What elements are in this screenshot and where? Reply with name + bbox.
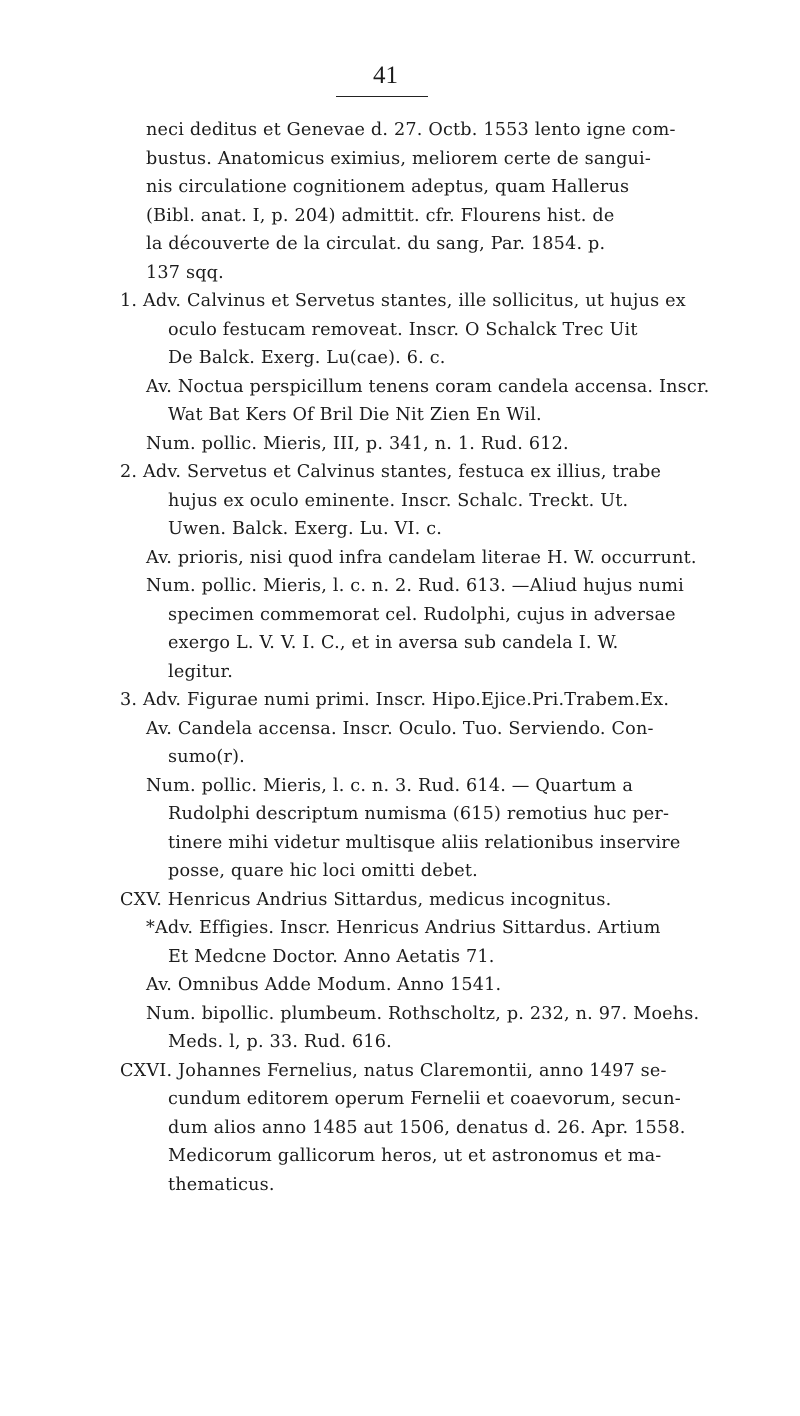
text-line: nis circulatione cognitionem adeptus, quam Hallerus — [146, 177, 630, 197]
text-line: 137 sqq. — [146, 262, 224, 283]
text-line: Av. Candela accensa. Inscr. Oculo. Tuo. Serviendo. Con- — [146, 718, 654, 739]
text-line: 2. Adv. Servetus et Calvinus stantes, festuca ex illius, trabe — [120, 462, 662, 482]
text-line: sumo(r). — [168, 747, 245, 767]
text-line: exergo L. V. V. I. C., et in aversa sub candela I. W. — [168, 633, 619, 653]
text-line: De Balck. Exerg. Lu(cae). 6. c. — [168, 348, 446, 368]
page-number-rule — [336, 96, 428, 97]
text-line: CXV. Henricus Andrius Sittardus, medicus incognitus. — [120, 889, 612, 910]
text-line: posse, quare hic loci omitti debet. — [168, 861, 478, 881]
text-line: dum alios anno 1485 aut 1506, denatus d. 26. Apr. 1558. — [168, 1117, 686, 1138]
text-line: (Bibl. anat. I, p. 204) admittit. cfr. Flourens hist. de — [146, 205, 615, 226]
text-line: CXVI. Johannes Fernelius, natus Claremontii, anno 1497 se- — [120, 1060, 667, 1081]
text-line: Meds. l, p. 33. Rud. 616. — [168, 1032, 392, 1052]
text-line: bustus. Anatomicus eximius, meliorem certe de sangui- — [146, 148, 652, 169]
text-line: tinere mihi videtur multisque aliis relationibus inservire — [168, 832, 681, 853]
text-line: 3. Adv. Figurae numi primi. Inscr. Hipo.Ejice.Pri.Trabem.Ex. — [120, 690, 670, 710]
text-line: Num. bipollic. plumbeum. Rothscholtz, p. 232, n. 97. Moehs. — [146, 1003, 700, 1024]
text-line: 1. Adv. Calvinus et Servetus stantes, ille sollicitus, ut hujus ex — [120, 291, 686, 311]
text-line: Uwen. Balck. Exerg. Lu. VI. c. — [168, 519, 443, 539]
text-line: Et Medcne Doctor. Anno Aetatis 71. — [168, 946, 495, 967]
text-line: neci deditus et Genevae d. 27. Octb. 1553 lento igne com- — [146, 120, 676, 140]
text-line: Wat Bat Kers Of Bril Die Nit Zien En Wil. — [168, 405, 542, 425]
text-line: Av. Omnibus Adde Modum. Anno 1541. — [146, 975, 502, 995]
text-line: la découverte de la circulat. du sang, Par. 1854. p. — [146, 234, 606, 254]
text-line: specimen commemorat cel. Rudolphi, cujus in adversae — [168, 604, 676, 625]
text-line: Num. pollic. Mieris, III, p. 341, n. 1. Rud. 612. — [146, 433, 569, 454]
text-line: *Adv. Effigies. Inscr. Henricus Andrius Sittardus. Artium — [146, 918, 661, 938]
text-line: hujus ex oculo eminente. Inscr. Schalc. Treckt. Ut. — [168, 490, 629, 511]
text-line: Num. pollic. Mieris, l. c. n. 2. Rud. 613. —Aliud hujus numi — [146, 576, 684, 596]
text-line: Num. pollic. Mieris, l. c. n. 3. Rud. 614. — Quartum a — [146, 775, 634, 796]
page-number: 41 — [373, 62, 398, 89]
text-line: Av. prioris, nisi quod infra candelam literae H. W. occurrunt. — [146, 547, 697, 568]
body-text — [120, 116, 710, 1199]
text-line: Medicorum gallicorum heros, ut et astronomus et ma- — [168, 1146, 662, 1166]
text-line: thematicus. — [168, 1174, 275, 1195]
text-line: legitur. — [168, 661, 233, 682]
text-line: cundum editorem operum Fernelii et coaevorum, secun- — [168, 1089, 681, 1109]
text-line: Av. Noctua perspicillum tenens coram candela accensa. Inscr. — [146, 376, 710, 397]
text-line: Rudolphi descriptum numisma (615) remotius huc per- — [168, 804, 670, 824]
text-line: oculo festucam removeat. Inscr. O Schalck Trec Uit — [168, 319, 638, 340]
